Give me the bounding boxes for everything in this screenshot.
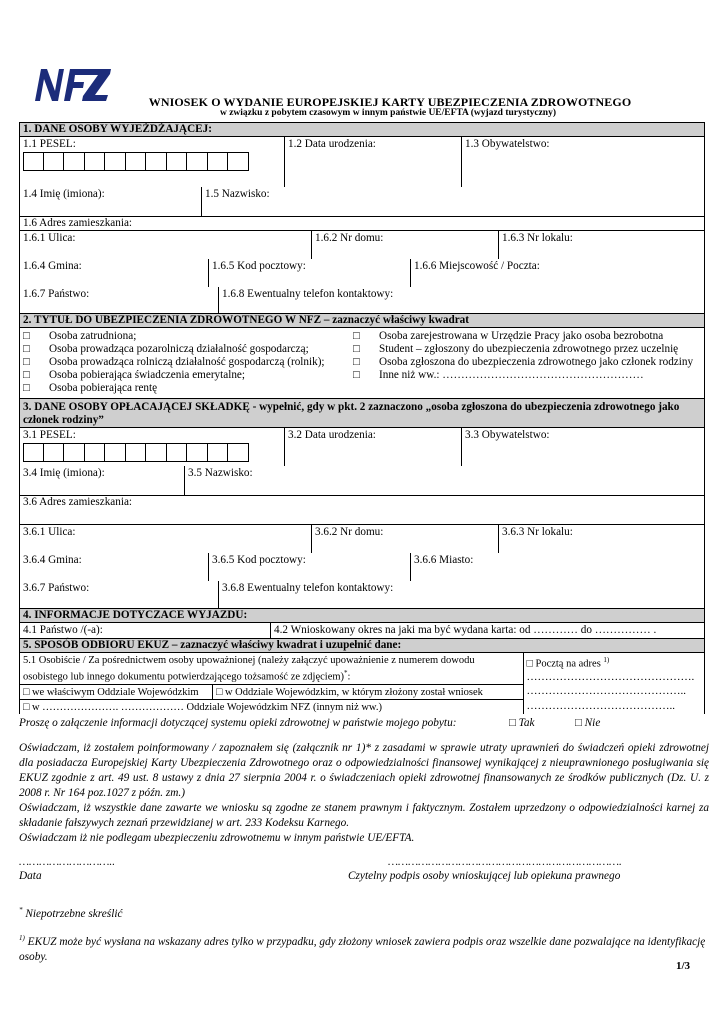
footnote-asterisk: * Niepotrzebne skreślić xyxy=(19,906,123,920)
filing-branch-option[interactable]: □ w Oddziale Wojewódzkim, w którym złożony został wniosek xyxy=(213,684,524,699)
option-unemployed[interactable]: □ Osoba zarejestrowana w Urzędzie Pracy jako osoba bezrobotna xyxy=(353,330,664,342)
payer-surname-field[interactable]: 3.5 Nazwisko: xyxy=(188,467,253,479)
declaration-truth: Oświadczam, iż wszystkie dane zawarte we wniosku są zgodne ze stanem prawnym i faktycznym. Zostałem uprzedzony o odpowiedzialności karnej za składanie fałszywych zeznań przewidzianej w art. 233 Kodeksu Karnego. xyxy=(19,802,709,829)
payer-postcode-field[interactable]: 3.6.5 Kod pocztowy: xyxy=(209,553,411,581)
citizenship-field[interactable]: 1.3 Obywatelstwo: xyxy=(465,138,550,150)
payer-commune-field[interactable]: 3.6.4 Gmina: xyxy=(20,553,209,581)
postcode-field[interactable]: 1.6.5 Kod pocztowy: xyxy=(209,259,411,287)
form-subtitle: w związku z pobytem czasowym w innym państwie UE/EFTA (wyjazd turystyczny) xyxy=(219,108,556,118)
signature-line[interactable]: ……………………………………………………………. xyxy=(388,856,622,868)
payer-city-field[interactable]: 3.6.6 Miasto: xyxy=(414,554,474,566)
footnote-mail: $^{1)}$ EKUZ może być wysłana na wskazany adres tylko w przypadku, gdy złożony wniosek zawiera podpis oraz wszelkie dane pozwalające na identyfikację osoby. xyxy=(19,934,706,963)
option-pensioner[interactable]: □ Osoba pobierająca świadczenia emerytalne; xyxy=(23,369,245,381)
city-field[interactable]: 1.6.6 Miejscowość / Poczta: xyxy=(414,260,540,272)
option-disability-pension[interactable]: □ Osoba pobierająca rentę xyxy=(23,382,158,394)
declaration-rules: Oświadczam, iż zostałem poinformowany / zapoznałem się (załącznik nr 1)* z zasadami w sprawie utraty uprawnień do świadczeń opieki zdrowotnej dla posiadacza Europejskiej Karty Ubezpieczenia Zdrowotnego oraz o odpowiedzialności finansowej wynikającej z nieuprawnionego posługiwania się EKUZ zgodnie z art. 49 ust. 8 ustawy z dnia 27 sierpnia 2004 r. o świadczeniach opieki zdrowotnej finansowanych ze środków publicznych (Dz. U. z 2008 r. Nr 164 poz.1027 z późn. zm.) xyxy=(19,742,709,799)
section5-title: 5. SPOSÓB ODBIORU EKUZ – zaznaczyć właściwy kwadrat i uzupełnić dane: xyxy=(20,639,705,653)
payer-birth-date-field[interactable]: 3.2 Data urodzenia: xyxy=(285,428,462,466)
payer-flat-number-field[interactable]: 3.6.3 Nr lokalu: xyxy=(502,526,573,538)
mail-address-line-1[interactable]: ………………………………………. xyxy=(526,670,695,683)
payer-house-number-field[interactable]: 3.6.2 Nr domu: xyxy=(312,525,499,553)
pesel-label: 1.1 PESEL: xyxy=(23,138,76,150)
section1-title: 1. DANE OSOBY WYJEŻDŻAJĄCEJ: xyxy=(20,123,705,137)
signature-label: Czytelny podpis osoby wnioskującej lub opiekuna prawnego xyxy=(348,870,621,882)
page-number: 1/3 xyxy=(676,960,691,972)
personal-pickup-option[interactable]: 5.1 Osobiście / Za pośrednictwem osoby upoważnionej (należy załączyć upoważnienie z numerem dowodu osobistego lub innego dokumentu potwierdzającego tożsamość ze zdjęciem)*: xyxy=(20,653,523,684)
pesel-input[interactable] xyxy=(23,152,281,171)
payer-pesel-input[interactable] xyxy=(23,443,281,462)
option-employed[interactable]: □ Osoba zatrudniona; xyxy=(23,330,137,342)
option-non-agricultural-business[interactable]: □ Osoba prowadząca pozarolniczą działalność gospodarczą; xyxy=(23,343,309,355)
address-label: 1.6 Adres zamieszkania: xyxy=(20,217,705,231)
payer-citizenship-field[interactable]: 3.3 Obywatelstwo: xyxy=(465,429,550,441)
section4-title: 4. INFORMACJE DOTYCZACE WYJAZDU: xyxy=(20,609,705,623)
payer-country-field[interactable]: 3.6.7 Państwo: xyxy=(20,581,219,608)
country-field[interactable]: 1.6.7 Państwo: xyxy=(20,287,219,313)
option-other[interactable]: □ Inne niż ww.: ……………………………………………… xyxy=(353,369,644,381)
birth-date-field[interactable]: 1.2 Data urodzenia: xyxy=(285,137,462,187)
payer-address-label: 3.6 Adres zamieszkania: xyxy=(20,496,705,525)
date-label: Data xyxy=(19,870,42,882)
street-field[interactable]: 1.6.1 Ulica: xyxy=(20,231,312,259)
info-yes-checkbox[interactable]: □ Tak xyxy=(509,717,535,729)
regional-branch-option[interactable]: □ we właściwym Oddziale Wojewódzkim xyxy=(20,684,213,699)
payer-street-field[interactable]: 3.6.1 Ulica: xyxy=(20,525,312,553)
payer-first-name-field[interactable]: 3.4 Imię (imiona): xyxy=(20,466,185,495)
payer-pesel-label: 3.1 PESEL: xyxy=(23,429,76,441)
nfz-logo xyxy=(33,67,113,103)
trip-country-field[interactable]: 4.1 Państwo /(-a): xyxy=(20,623,271,638)
option-student[interactable]: □ Student – zgłoszony do ubezpieczenia zdrowotnego przez uczelnię xyxy=(353,343,679,355)
commune-field[interactable]: 1.6.4 Gmina: xyxy=(20,259,209,287)
mail-option[interactable]: □ Pocztą na adres xyxy=(526,658,601,670)
surname-field[interactable]: 1.5 Nazwisko: xyxy=(205,188,270,200)
date-line[interactable]: ……………………….. xyxy=(19,856,116,868)
other-branch-option[interactable]: □ w …………………. ……………… Oddziale Wojewódzkim NFZ (innym niż ww.) xyxy=(20,699,523,714)
phone-field[interactable]: 1.6.8 Ewentualny telefon kontaktowy: xyxy=(222,288,394,300)
house-number-field[interactable]: 1.6.2 Nr domu: xyxy=(312,231,499,259)
mail-address-line-3[interactable]: ………………………………….. xyxy=(526,700,676,712)
flat-number-field[interactable]: 1.6.3 Nr lokalu: xyxy=(502,232,573,244)
info-request-text: Proszę o załączenie informacji dotyczącej systemu opieki zdrowotnej w państwie mojego pobytu: xyxy=(19,717,457,729)
application-form: 1. DANE OSOBY WYJEŻDŻAJĄCEJ: 1.1 PESEL: 1.2 Data urodzenia: 1.3 Obywatelstwo: 1.4 Imię (imiona): 1.5 Nazwisko: 1.6 Adres zamieszkania: 1.6.1 Ulica: 1.6.2 Nr domu: 1.6.3 Nr lokalu: 1.6.4 Gmina: 1.6.5 Kod pocztowy: 1.6.6 Miejscowość / Poczta: 1.6.7 Państwo: 1.6.8 Ewentualny telefon kontaktowy: 2. TYTUŁ DO UBEZPIECZENIA ZDROWOTNEGO W NFZ – zaznaczyć właściwy kwadrat □ Osoba zatrudniona; □ Osoba prowadząca pozarolniczą działalność gospodarczą; □ Osoba prowadząca rolniczą działalność gospodarczą (rolnik); □ Osoba pobierająca świadczenia emerytalne; □ Osoba pobierająca rentę □ Osoba zarejestrowana w Urzędzie Pracy jako osoba bezrobotna □ Student – zgłoszony do ubezpieczenia zdrowotnego przez uczelnię □ Osoba zgłoszona do ubezpieczenia zdrowotnego jako członek rodziny □ Inne niż ww.: ……………………………………………… 3. DANE OSOBY OPŁACAJĄCEJ SKŁADKĘ - wypełnić, gdy w pkt. 2 zaznaczono „osoba zgłoszona do ubezpieczenia zdrowotnego jako członek rodziny” 3.1 PESEL: 3.2 Data urodzenia: 3.3 Obywatelstwo: 3.4 Imię (imiona): 3.5 Nazwisko: 3.6 Adres zamieszkania: 3.6.1 Ulica: 3.6.2 Nr domu: 3.6.3 Nr lokalu: 3.6.4 Gmina: 3.6.5 Kod pocztowy: 3.6.6 Miasto: 3.6.7 Państwo: 3.6.8 Ewentualny telefon kontaktowy: 4. INFORMACJE DOTYCZACE WYJAZDU: 4.1 Państwo /(-a): 4.2 Wnioskowany okres na jaki ma być wydana karta: od ………… do …………… . 5. SPOSÓB ODBIORU EKUZ – zaznaczyć właściwy kwadrat i uzupełnić dane: 5.1 Osobiście / Za pośrednictwem osoby upoważnionej (należy załączyć upoważnienie z numerem dowodu osobistego lub innego dokumentu potwierdzającego tożsamość ze zdjęciem)*: □ Pocztą na adres $^{1)}$ ………………………………………. □ we właściwym Oddziale Wojewódzkim □ w Oddziale Wojewódzkim, w którym złożony został wniosek …………………………………….. □ w …………………. ……………… Oddziale Wojewódzkim NFZ (innym niż ww.) ………………………………….. xyxy=(19,122,705,714)
section3-title: 3. DANE OSOBY OPŁACAJĄCEJ SKŁADKĘ - wypełnić, gdy w pkt. 2 zaznaczono „osoba zgłoszona do ubezpieczenia zdrowotnego jako członek rodziny” xyxy=(20,399,705,428)
info-no-checkbox[interactable]: □ Nie xyxy=(575,717,601,729)
card-period-field[interactable]: 4.2 Wnioskowany okres na jaki ma być wydana karta: od ………… do …………… . xyxy=(274,624,657,636)
first-name-field[interactable]: 1.4 Imię (imiona): xyxy=(20,187,202,216)
declaration-no-insurance: Oświadczam iż nie podlegam ubezpieczeniu zdrowotnemu w innym państwie UE/EFTA. xyxy=(19,832,415,844)
section2-title: 2. TYTUŁ DO UBEZPIECZENIA ZDROWOTNEGO W NFZ – zaznaczyć właściwy kwadrat xyxy=(20,314,705,328)
option-family-member[interactable]: □ Osoba zgłoszona do ubezpieczenia zdrowotnego jako członek rodziny xyxy=(353,356,694,368)
payer-phone-field[interactable]: 3.6.8 Ewentualny telefon kontaktowy: xyxy=(222,582,394,594)
form-title: WNIOSEK O WYDANIE EUROPEJSKIEJ KARTY UBEZPIECZENIA ZDROWOTNEGO xyxy=(148,95,632,109)
option-farmer[interactable]: □ Osoba prowadząca rolniczą działalność gospodarczą (rolnik); xyxy=(23,356,325,368)
mail-address-line-2[interactable]: …………………………………….. xyxy=(526,685,687,697)
